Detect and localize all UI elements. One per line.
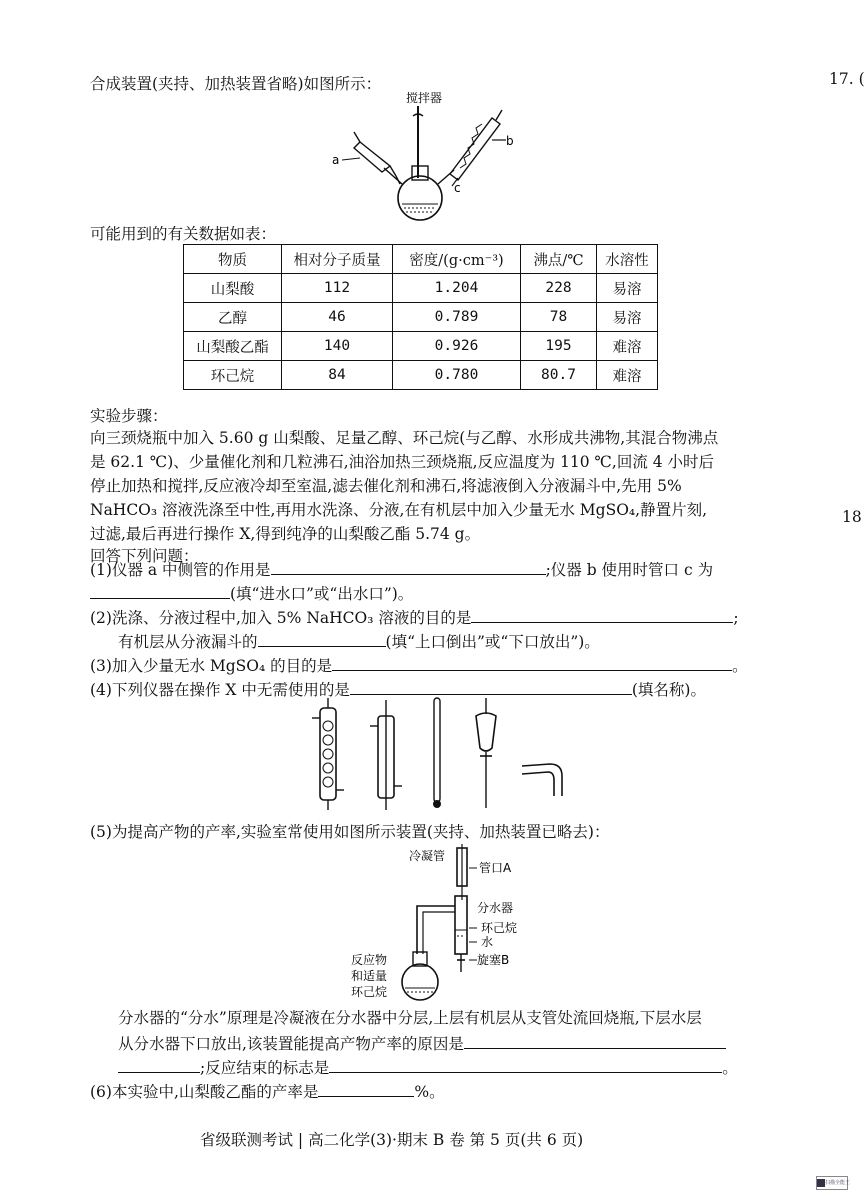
question-3 bbox=[90, 652, 748, 678]
table-cell: 78 bbox=[521, 303, 597, 332]
label-separator: 分水器 bbox=[477, 901, 514, 915]
table-cell: 112 bbox=[282, 274, 393, 303]
steps-title: 实验步骤： bbox=[90, 407, 168, 425]
scanner-stamp bbox=[816, 1176, 851, 1190]
q4-text-a: (4)下列仪器在操作 X 中无需使用的是 bbox=[90, 681, 350, 699]
q6-text-b: %。 bbox=[414, 1083, 445, 1101]
label-condenser: 冷凝管 bbox=[409, 849, 446, 863]
q2-text-a: (2)洗涤、分液过程中,加入 5% NaHCO₃ 溶液的目的是 bbox=[90, 609, 472, 627]
q5-line-3 bbox=[118, 1054, 738, 1080]
label-a: a bbox=[332, 153, 340, 167]
label-flask-2: 和适量 bbox=[351, 969, 388, 983]
table-cell: 乙醇 bbox=[184, 303, 282, 332]
table-intro: 可能用到的有关数据如表： bbox=[90, 225, 277, 243]
table-header-cell: 相对分子质量 bbox=[282, 245, 393, 274]
q2-text-c: 有机层从分液漏斗的 bbox=[118, 633, 258, 651]
answer-blank[interactable] bbox=[271, 556, 546, 575]
step-line: 向三颈烧瓶中加入 5.60 g 山梨酸、足量乙醇、环己烷(与乙醇、水形成共沸物,其混合物沸点 bbox=[90, 429, 719, 447]
q1-text-a: (1)仪器 a 中侧管的作用是 bbox=[90, 561, 271, 579]
table-cell: 山梨酸 bbox=[184, 274, 282, 303]
table-header-cell: 水溶性 bbox=[597, 245, 658, 274]
figure-water-separator bbox=[345, 844, 545, 1006]
q5-text-2: 从分水器下口放出,该装置能提高产物产率的原因是 bbox=[118, 1035, 464, 1053]
label-flask-1: 反应物 bbox=[351, 953, 388, 967]
table-cell: 难溶 bbox=[597, 332, 658, 361]
answer-blank[interactable] bbox=[90, 580, 230, 599]
table-cell: 难溶 bbox=[597, 361, 658, 390]
figure-instruments bbox=[300, 696, 580, 814]
answer-blank[interactable] bbox=[329, 1054, 722, 1073]
table-row bbox=[184, 361, 658, 390]
q1-text-c: (填“进水口”或“出水口”)。 bbox=[230, 585, 414, 603]
answer-blank[interactable] bbox=[471, 604, 733, 623]
table-cell: 易溶 bbox=[597, 274, 658, 303]
q6-text-a: (6)本实验中,山梨酸乙酯的产率是 bbox=[90, 1083, 319, 1101]
label-port-a: 管口A bbox=[479, 861, 512, 875]
margin-question-number: 18 bbox=[842, 508, 862, 526]
label-flask-3: 环己烷 bbox=[351, 985, 388, 999]
adapter-icon bbox=[522, 764, 562, 796]
answer-blank[interactable] bbox=[258, 628, 386, 647]
step-line: 停止加热和搅拌,反应液冷却至室温,滤去催化剂和沸石,将滤液倒入分液漏斗中,先用 5% bbox=[90, 477, 682, 495]
label-water: 水 bbox=[481, 935, 494, 949]
page-footer: 省级联测考试 | 高二化学(3)·期末 B 卷 第 5 页(共 6 页) bbox=[200, 1131, 584, 1149]
table-row bbox=[184, 303, 658, 332]
question-2-cont bbox=[118, 628, 600, 654]
question-6 bbox=[90, 1078, 445, 1104]
step-line: 是 62.1 ℃)、少量催化剂和几粒沸石,油浴加热三颈烧瓶,反应温度为 110 ℃,回流 4 小时后 bbox=[90, 453, 715, 471]
q5-text-3-end: 。 bbox=[722, 1059, 738, 1077]
answer-blank[interactable] bbox=[332, 652, 732, 671]
q5-line-2 bbox=[118, 1030, 726, 1056]
answer-blank[interactable] bbox=[118, 1054, 200, 1073]
question-5: (5)为提高产物的产率,实验室常使用如图所示装置(夹持、加热装置已略去)： bbox=[90, 823, 610, 841]
q5-text-3: ;反应结束的标志是 bbox=[200, 1059, 330, 1077]
q3-text-a: (3)加入少量无水 MgSO₄ 的目的是 bbox=[90, 657, 333, 675]
table-cell: 46 bbox=[282, 303, 393, 332]
answer-title: 回答下列问题： bbox=[90, 547, 199, 565]
margin-question-number: 17. ( bbox=[829, 70, 865, 88]
table-cell: 80.7 bbox=[521, 361, 597, 390]
q2-text-d: (填“上口倒出”或“下口放出”)。 bbox=[385, 633, 600, 651]
question-2 bbox=[90, 604, 739, 630]
table-cell: 0.780 bbox=[393, 361, 521, 390]
section-intro: 合成装置(夹持、加热装置省略)如图所示： bbox=[90, 75, 382, 93]
table-header-cell: 沸点/℃ bbox=[521, 245, 597, 274]
data-table bbox=[183, 244, 658, 390]
qr-code-icon bbox=[817, 1179, 825, 1187]
step-line: 过滤,最后再进行操作 X,得到纯净的山梨酸乙酯 5.74 g。 bbox=[90, 525, 481, 543]
label-c: c bbox=[454, 181, 461, 195]
table-cell: 山梨酸乙酯 bbox=[184, 332, 282, 361]
table-cell: 84 bbox=[282, 361, 393, 390]
table-row bbox=[184, 274, 658, 303]
table-cell: 195 bbox=[521, 332, 597, 361]
table-cell: 0.926 bbox=[393, 332, 521, 361]
question-1 bbox=[90, 556, 713, 582]
separatory-funnel-icon bbox=[476, 698, 496, 808]
figure-synthesis-apparatus bbox=[320, 88, 520, 228]
stamp-label: 扫描全能王 bbox=[825, 1180, 851, 1186]
q4-text-b: (填名称)。 bbox=[631, 681, 706, 699]
thermometer-icon bbox=[433, 698, 441, 808]
label-valve-b: 旋塞B bbox=[477, 953, 510, 967]
label-cyclohexane: 环己烷 bbox=[481, 921, 518, 935]
q1-text-b: ;仪器 b 使用时管口 c 为 bbox=[545, 561, 714, 579]
table-cell: 228 bbox=[521, 274, 597, 303]
table-cell: 140 bbox=[282, 332, 393, 361]
label-b: b bbox=[506, 134, 514, 148]
table-cell: 环己烷 bbox=[184, 361, 282, 390]
table-cell: 易溶 bbox=[597, 303, 658, 332]
q2-text-b: ; bbox=[733, 609, 739, 627]
table-cell: 0.789 bbox=[393, 303, 521, 332]
answer-blank[interactable] bbox=[464, 1030, 726, 1049]
table-row bbox=[184, 332, 658, 361]
question-1-cont bbox=[90, 580, 413, 606]
straight-condenser-icon bbox=[370, 700, 402, 810]
q5-text-1: 分水器的“分水”原理是冷凝液在分水器中分层,上层有机层从支管处流回烧瓶,下层水层 bbox=[118, 1009, 702, 1027]
table-header-cell: 密度/(g·cm⁻³) bbox=[393, 245, 521, 274]
bulb-condenser-icon bbox=[312, 698, 344, 810]
table-cell: 1.204 bbox=[393, 274, 521, 303]
label-stirrer: 搅拌器 bbox=[406, 91, 443, 105]
step-line: NaHCO₃ 溶液洗涤至中性,再用水洗涤、分液,在有机层中加入少量无水 MgSO₄,静置片刻, bbox=[90, 501, 707, 519]
table-header-cell: 物质 bbox=[184, 245, 282, 274]
answer-blank[interactable] bbox=[318, 1078, 414, 1097]
answer-blank[interactable] bbox=[350, 676, 632, 695]
table-header-row bbox=[184, 245, 658, 274]
q3-text-b: 。 bbox=[732, 657, 748, 675]
